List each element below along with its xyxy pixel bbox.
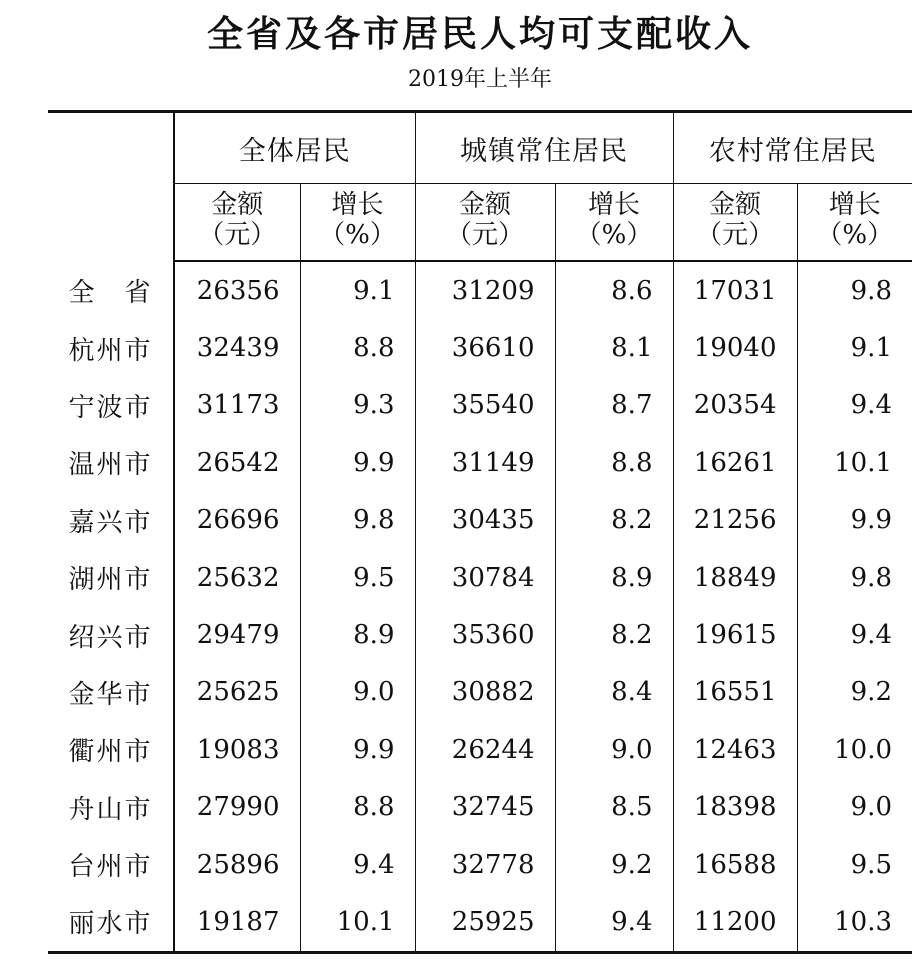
table-row [48, 779, 912, 836]
cell-urban-amount: 30784 [415, 549, 555, 606]
cell-urban-amount: 35540 [415, 377, 555, 434]
cell-rural-growth: 9.5 [797, 836, 912, 893]
table-row [48, 434, 912, 491]
cell-urban-amount: 32778 [415, 836, 555, 893]
col-header-growth-label: 增长 [331, 190, 384, 220]
cell-urban-growth: 9.2 [555, 836, 673, 893]
cell-all-amount: 19187 [174, 893, 300, 952]
cell-region-name: 绍兴市 [68, 622, 153, 653]
cell-region-name: 湖州市 [68, 565, 153, 596]
cell-all-growth: 9.8 [300, 492, 415, 549]
cell-rural-amount: 18849 [673, 549, 797, 606]
cell-urban-growth: 8.9 [555, 549, 673, 606]
income-table [48, 110, 912, 954]
cell-rural-amount: 16588 [673, 836, 797, 893]
cell-urban-amount: 30882 [415, 664, 555, 721]
cell-urban-amount: 35360 [415, 606, 555, 663]
cell-rural-amount: 16551 [673, 664, 797, 721]
table-row [48, 721, 912, 778]
cell-rural-growth: 9.8 [797, 549, 912, 606]
income-table-container [48, 110, 912, 954]
table-row [48, 606, 912, 663]
group-header-all-residents: 全体居民 [174, 112, 415, 184]
cell-urban-amount: 31149 [415, 434, 555, 491]
cell-all-amount: 26542 [174, 434, 300, 491]
cell-all-amount: 26696 [174, 492, 300, 549]
cell-all-amount: 31173 [174, 377, 300, 434]
cell-rural-growth: 10.3 [797, 893, 912, 952]
cell-region-name: 宁波市 [68, 392, 153, 423]
cell-rural-growth: 9.4 [797, 377, 912, 434]
cell-urban-amount: 36610 [415, 319, 555, 376]
cell-rural-amount: 19040 [673, 319, 797, 376]
cell-all-amount: 26356 [174, 261, 300, 319]
page-subtitle: 2019年上半年 [408, 67, 552, 92]
cell-all-growth: 9.1 [300, 261, 415, 319]
cell-rural-amount: 16261 [673, 434, 797, 491]
col-header-growth-label: 增长 [587, 190, 640, 220]
col-header-growth-unit: （%） [816, 220, 894, 250]
cell-urban-amount: 30435 [415, 492, 555, 549]
cell-rural-growth: 9.1 [797, 319, 912, 376]
col-header-amount-label: 金额 [458, 190, 511, 220]
col-header-growth [797, 184, 912, 262]
cell-urban-growth: 8.6 [555, 261, 673, 319]
cell-all-growth: 8.8 [300, 779, 415, 836]
cell-rural-growth: 9.4 [797, 606, 912, 663]
table-row [48, 492, 912, 549]
cell-all-amount: 25625 [174, 664, 300, 721]
cell-rural-growth: 10.0 [797, 721, 912, 778]
cell-all-amount: 19083 [174, 721, 300, 778]
col-header-amount-unit: （元） [445, 220, 524, 250]
cell-all-growth: 8.9 [300, 606, 415, 663]
cell-region-name: 台州市 [68, 852, 153, 883]
col-header-growth-unit: （%） [575, 220, 653, 250]
cell-all-amount: 25632 [174, 549, 300, 606]
cell-all-growth: 9.0 [300, 664, 415, 721]
table-row [48, 377, 912, 434]
col-header-amount [415, 184, 555, 262]
cell-urban-amount: 32745 [415, 779, 555, 836]
cell-rural-growth: 9.2 [797, 664, 912, 721]
cell-rural-growth: 9.9 [797, 492, 912, 549]
col-header-amount [673, 184, 797, 262]
col-header-amount-unit: （元） [695, 220, 774, 250]
page-title: 全省及各市居民人均可支配收入 [206, 14, 753, 55]
cell-urban-growth: 8.2 [555, 606, 673, 663]
cell-all-amount: 29479 [174, 606, 300, 663]
col-header-growth [300, 184, 415, 262]
col-header-growth-label: 增长 [828, 190, 881, 220]
col-header-amount-label: 金额 [211, 190, 264, 220]
cell-region-name: 舟山市 [68, 794, 153, 825]
cell-all-growth: 9.5 [300, 549, 415, 606]
cell-all-growth: 8.8 [300, 319, 415, 376]
cell-urban-growth: 8.4 [555, 664, 673, 721]
cell-rural-growth: 10.1 [797, 434, 912, 491]
cell-rural-growth: 9.0 [797, 779, 912, 836]
cell-urban-growth: 8.7 [555, 377, 673, 434]
table-row [48, 261, 912, 319]
cell-all-growth: 9.4 [300, 836, 415, 893]
cell-urban-growth: 8.8 [555, 434, 673, 491]
cell-region-name: 嘉兴市 [68, 507, 153, 538]
cell-all-amount: 25896 [174, 836, 300, 893]
cell-region-name: 衢州市 [68, 737, 153, 768]
col-header-amount-label: 金额 [708, 190, 761, 220]
cell-urban-growth: 9.4 [555, 893, 673, 952]
header-corner [48, 112, 174, 262]
cell-all-growth: 9.9 [300, 721, 415, 778]
cell-rural-amount: 21256 [673, 492, 797, 549]
col-header-growth-unit: （%） [319, 220, 396, 250]
cell-region-name: 丽水市 [48, 893, 174, 952]
cell-urban-growth: 8.5 [555, 779, 673, 836]
table-row [48, 664, 912, 721]
cell-region-name: 全 省 [68, 277, 153, 308]
cell-region-name: 金华市 [68, 679, 153, 710]
table-body [48, 261, 912, 952]
group-header-urban-residents: 城镇常住居民 [415, 112, 673, 184]
col-header-growth [555, 184, 673, 262]
table-row [48, 893, 912, 952]
cell-region-name: 杭州市 [68, 335, 153, 366]
cell-rural-amount: 12463 [673, 721, 797, 778]
cell-rural-amount: 18398 [673, 779, 797, 836]
cell-urban-amount: 25925 [415, 893, 555, 952]
cell-region-name: 温州市 [68, 450, 153, 481]
cell-all-amount: 32439 [174, 319, 300, 376]
cell-all-amount: 27990 [174, 779, 300, 836]
table-row [48, 836, 912, 893]
cell-urban-amount: 26244 [415, 721, 555, 778]
col-header-amount [174, 184, 300, 262]
group-header-rural-residents: 农村常住居民 [673, 112, 912, 184]
cell-urban-growth: 8.1 [555, 319, 673, 376]
cell-urban-amount: 31209 [415, 261, 555, 319]
cell-all-growth: 9.9 [300, 434, 415, 491]
cell-all-growth: 10.1 [300, 893, 415, 952]
cell-urban-growth: 9.0 [555, 721, 673, 778]
cell-urban-growth: 8.2 [555, 492, 673, 549]
cell-all-growth: 9.3 [300, 377, 415, 434]
cell-rural-amount: 17031 [673, 261, 797, 319]
cell-rural-amount: 20354 [673, 377, 797, 434]
col-header-amount-unit: （元） [198, 220, 277, 250]
cell-rural-amount: 19615 [673, 606, 797, 663]
table-row [48, 549, 912, 606]
cell-rural-amount: 11200 [673, 893, 797, 952]
cell-rural-growth: 9.8 [797, 261, 912, 319]
table-row [48, 319, 912, 376]
